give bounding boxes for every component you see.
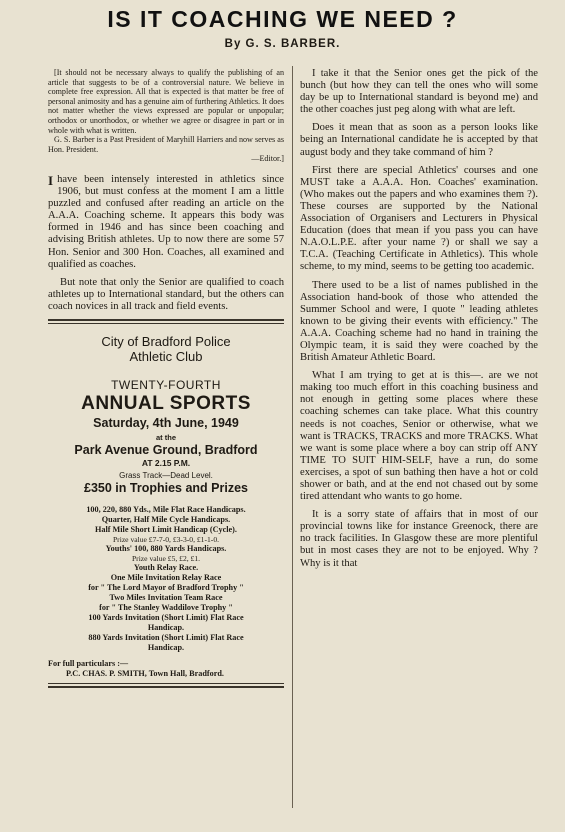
- editor-signature: —Editor.]: [251, 154, 284, 164]
- left-column: [48, 68, 284, 688]
- advert-bottom-rule-thin: [48, 683, 284, 684]
- right-article-body: [300, 68, 538, 576]
- event-line: Youth Relay Race.: [133, 562, 199, 572]
- advert-edition: TWENTY-FOURTH: [111, 377, 221, 392]
- particulars-label: For full particulars :—: [48, 658, 129, 668]
- particulars-address: P.C. CHAS. P. SMITH, Town Hall, Bradford.: [66, 668, 224, 678]
- event-line: Youths' 100, 880 Yards Handicaps.: [105, 543, 227, 553]
- article-paragraph: Does it mean that as soon as a person looks like being an International candidate he is accepted by that august body and they take command of him ?: [300, 122, 538, 158]
- event-prize-line: Prize value £7-7-0, £3-3-0, £1-1-0.: [112, 534, 220, 544]
- event-line: Half Mile Short Limit Handicap (Cycle).: [95, 524, 237, 534]
- event-prize-line: Prize value £5, £2, £1.: [131, 553, 201, 563]
- article-paragraph: It is a sorry state of affairs that in most of our provincial towns like for instance Greenock, there are no track facilities. In Glasgow these are more plentiful but in most cases they are not to be enjoyed. Why ? Why is it that: [300, 509, 538, 569]
- column-divider: [292, 66, 293, 808]
- event-line: 100 Yards Invitation (Short Limit) Flat Race: [88, 612, 244, 622]
- event-line: 100, 220, 880 Yds., Mile Flat Race Handicaps.: [86, 504, 246, 514]
- advert-prizes: £350 in Trophies and Prizes: [84, 480, 248, 495]
- event-line: for " The Lord Mayor of Bradford Trophy ": [88, 582, 244, 592]
- advert-events-list: [48, 505, 284, 653]
- event-line: Two Miles Invitation Team Race: [109, 592, 223, 602]
- article-paragraph: But note that only the Senior are qualified to coach athletes up to International standard, but the others can coach novices in all track and field events.: [48, 276, 284, 312]
- left-article-body: [48, 174, 284, 313]
- advert-event-title: ANNUAL SPORTS: [81, 392, 251, 414]
- event-line: Quarter, Half Mile Cycle Handicaps.: [101, 514, 231, 524]
- paragraph-text: have been intensely interested in athletics since 1906, but must confess at the moment I am a little puzzled and confused after reading an article on the A.A.A. Coaching scheme. It appears this body was formed in 1946 and has since been coaching and advising British athletes. Up to now there are some 57 Hon. Senior and 300 Hon. Coaches, all examined and qualified as coaches.: [48, 173, 284, 270]
- event-line: for " The Stanley Waddilove Trophy ": [99, 602, 233, 612]
- advert-time: AT 2.15 P.M.: [141, 457, 191, 468]
- article-paragraph: I take it that the Senior ones get the pick of the bunch (but how they can tell the ones who will some day be up to International standard is beyond me) and the other coaches just peg along with what are left.: [300, 68, 538, 116]
- advert-date: Saturday, 4th June, 1949: [93, 415, 239, 430]
- drop-cap: I: [48, 172, 54, 188]
- advert-bottom-rule: [48, 686, 284, 688]
- article-paragraph: [48, 174, 284, 271]
- advert-at: at the: [155, 432, 176, 442]
- advert-club-name: [48, 334, 284, 364]
- advert-top-rule-thin: [48, 323, 284, 324]
- club-line-1: City of Bradford Police: [101, 333, 231, 349]
- event-line: 880 Yards Invitation (Short Limit) Flat Race: [88, 632, 244, 642]
- club-line-2: Athletic Club: [129, 348, 203, 364]
- article-paragraph: There used to be a list of names published in the Association hand-book of those who attended the Summer School and were, I quote " leading athletes known to be giving their events with efficiency." The A.A.A. Coaching scheme had no hand in training the Olympic team, it is said they were coached by the British Amateur Athletic Board.: [300, 279, 538, 364]
- editor-note-bio: G. S. Barber is a Past President of Maryhill Harriers and now serves as Hon. President.: [48, 135, 284, 154]
- editor-note-paragraph: [It should not be necessary always to qualify the publishing of an article that suggests to be of a controversial nature. We believe in complete free expression. All that is expected is that matter be free of personal animosity and has a genuine aim of furthering Athletics. It does not matter whether the views expressed are popular or unpopular; orthodox or unorthodox, or whether we agree or disagree in part or in whole with what is written.: [48, 68, 284, 135]
- article-paragraph: What I am trying to get at is this—. are we not making too much effort in this coaching business and not enough in getting some places where these coaching schemes can take place. What this country needs is not coaches, Senior or otherwise, what we want is TRACKS, TRACKS and more TRACKS. What we want is some place where a boy can strip off ANY TIME TO SUIT HIM-SELF, have a run, do some exercises, a spot of sun bathing then have a hot or cold shower or bath, and at the end not chased out by some tired attendant who wants to go home.: [300, 370, 538, 503]
- advert-top-rule: [48, 319, 284, 321]
- article-paragraph: First there are special Athletics' courses and one MUST take a A.A.A. Hon. Coaches' examination. (Who makes out the papers and who examines them ?). These courses are supported by the National Association of Organisers and Lecturers in Physical Education (does that mean if you pass you can have N.A.O.L.P.E. after your name ?) or shall we say a T.C.A. (Teaching Certificate in Athletics). This whole scheme, to my mind, seems to be getting too academic.: [300, 164, 538, 273]
- event-line: Handicap.: [147, 622, 185, 632]
- event-line: One Mile Invitation Relay Race: [110, 572, 222, 582]
- advert-track: Grass Track—Dead Level.: [119, 470, 213, 480]
- advert-particulars: [48, 659, 284, 679]
- sports-advert: [48, 334, 284, 679]
- editor-note: [48, 68, 284, 164]
- event-line: Handicap.: [147, 642, 185, 652]
- advert-venue: Park Avenue Ground, Bradford: [74, 442, 258, 457]
- article-title: IS IT COACHING WE NEED ?: [107, 6, 458, 32]
- article-byline: By G. S. BARBER.: [224, 38, 341, 50]
